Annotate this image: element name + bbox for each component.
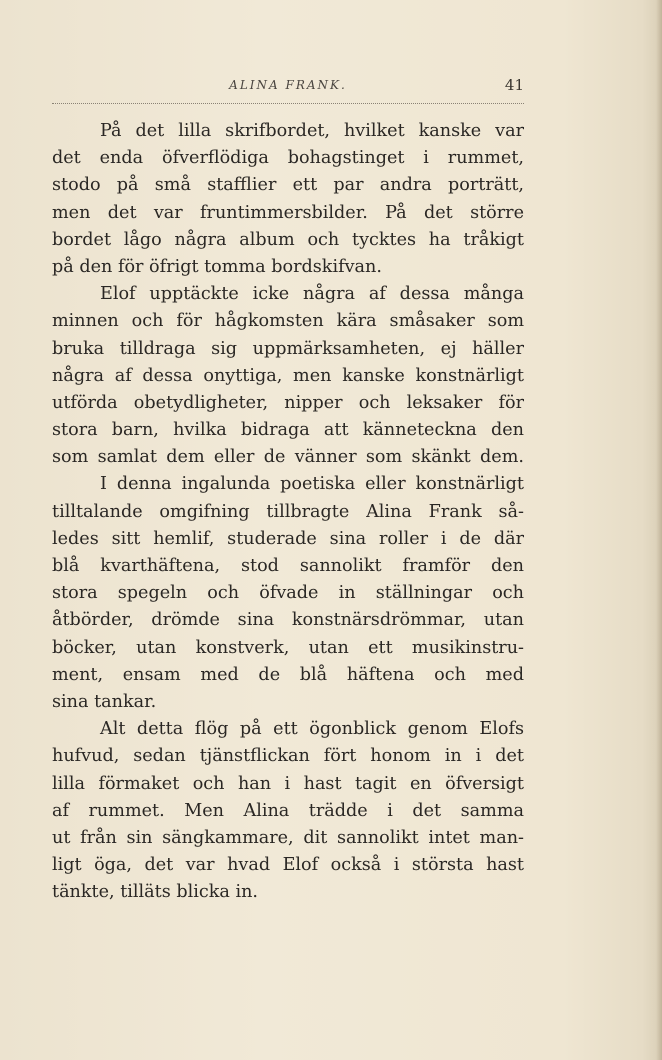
text-line: sina tankar. [52,691,157,712]
text-line: Elof upptäckte icke några af dessa många [100,284,524,305]
text-line: ligt öga, det var hvad Elof också i största hast [52,855,524,876]
page-number: 41 [504,76,524,94]
text-line: böcker, utan konstverk, utan ett musikinstru- [52,637,524,658]
text-line: ledes sitt hemlif, studerade sina roller i de där [52,528,524,549]
text-line: tilltalande omgifning tillbragte Alina Frank så- [52,501,524,522]
text-line: bordet lågo några album och tycktes ha tråkigt [52,229,524,250]
text-line: utförda obetydligheter, nipper och leksaker för [52,392,524,413]
text-line: stodo på små stafflier ett par andra porträtt, [52,175,524,196]
text-line: ment, ensam med de blå häftena och med [52,664,524,685]
text-line: stora spegeln och öfvade in ställningar och [52,583,524,604]
header-rule [52,103,524,104]
text-line: I denna ingalunda poetiska eller konstnärligt [100,474,524,495]
body-text [52,118,524,906]
text-line: hufvud, sedan tjänstflickan fört honom in i det [52,746,524,767]
text-line: lilla förmaket och han i hast tagit en öfversigt [52,773,524,794]
text-line: stora barn, hvilka bidraga att känneteckna den [52,420,524,441]
text-line: bruka tilldraga sig uppmärksamheten, ej häller [52,338,524,359]
text-line: på den för öfrigt tomma bordskifvan. [52,256,382,277]
text-line: ut från sin sängkammare, dit sannolikt intet man- [52,827,524,848]
text-line: minnen och för hågkomsten kära småsaker som [52,311,524,332]
text-line: blå kvarthäftena, stod sannolikt framför den [52,556,524,576]
text-line: åtbörder, drömde sina konstnärsdrömmar, utan [52,610,524,631]
page-header [52,74,524,100]
text-line: men det var fruntimmersbilder. På det större [52,202,524,223]
text-line: af rummet. Men Alina trädde i det samma [52,800,524,821]
running-title: ALINA FRANK. [229,78,347,92]
page-edge-shadow [656,0,662,1060]
text-line: Alt detta flög på ett ögonblick genom Elofs [100,719,524,740]
text-line: tänkte, tilläts blicka in. [52,882,259,903]
text-line: På det lilla skrifbordet, hvilket kanske var [100,121,524,141]
text-line: som samlat dem eller de vänner som skänkt dem. [52,447,524,468]
text-line: några af dessa onyttiga, men kanske konstnärligt [52,365,524,386]
text-line: det enda öfverflödiga bohagstinget i rummet, [52,148,524,169]
